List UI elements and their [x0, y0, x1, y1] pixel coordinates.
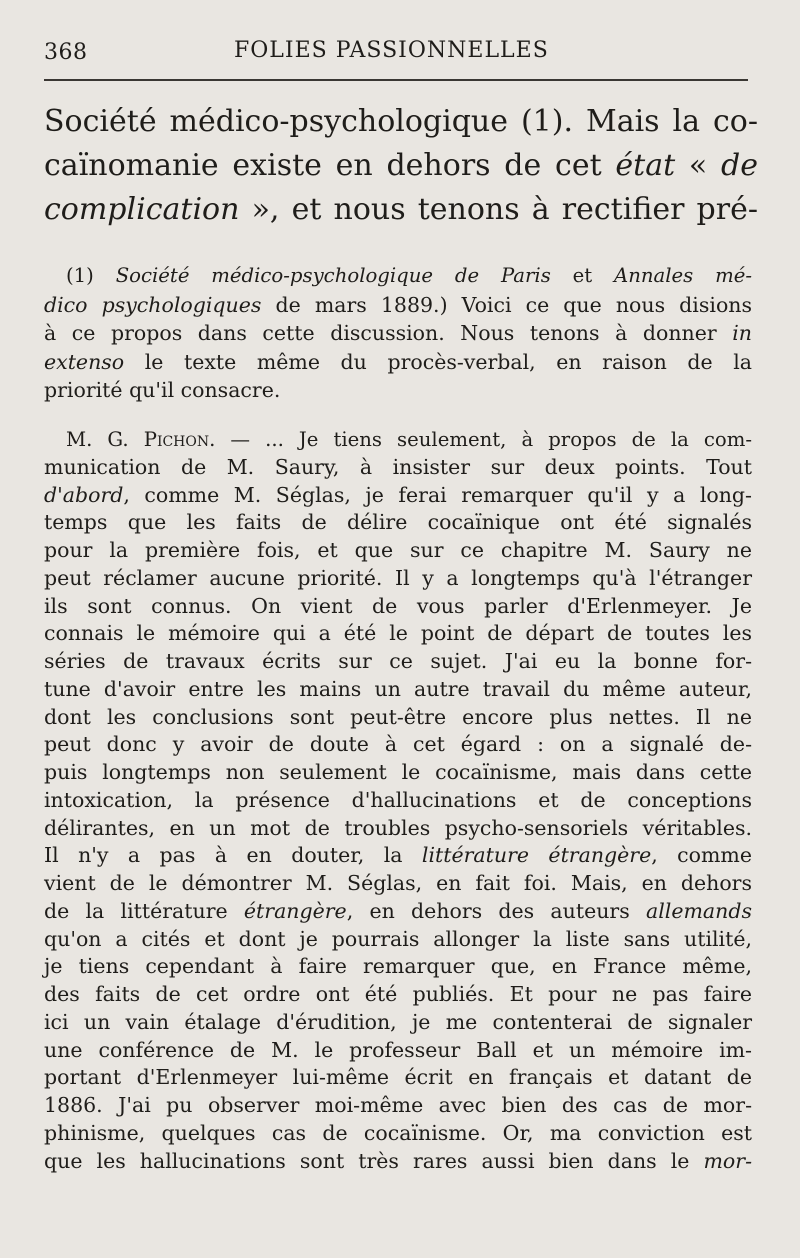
quote-line: ici un vain étalage d'érudition, je me contenterai de signaler [44, 1009, 752, 1034]
footnote-line: à ce propos dans cette discussion. Nous tenons à donner in [44, 321, 752, 346]
quote-line: vient de le démontrer M. Séglas, en fait foi. Mais, en dehors [44, 871, 752, 895]
quote-line: munication de M. Saury, à insister sur deux points. Tout [44, 454, 752, 479]
quote-line: temps que les faits de délire cocaïnique ont été signalés [44, 510, 752, 535]
quote-line: phinisme, quelques cas de cocaïnisme. Or, ma conviction est [44, 1120, 752, 1145]
quote-line: portant d'Erlenmeyer lui-même écrit en français et datant de [44, 1065, 752, 1090]
quote-line: Il n'y a pas à en douter, la littérature étrangère, comme [44, 843, 752, 868]
quote-line: tune d'avoir entre les mains un autre travail du même auteur, [44, 676, 752, 701]
page-number: 368 [44, 40, 88, 65]
footnote-line: (1) Société médico-psychologique de Paris et Annales mé- [66, 264, 752, 287]
quote-line: de la littérature étrangère, en dehors des auteurs allemands [44, 898, 752, 923]
text-line: caïnomanie existe en dehors de cet état « de [44, 148, 758, 183]
quote-line: dont les conclusions sont peut-être encore plus nettes. Il ne [44, 704, 752, 729]
text-line: Société médico-psychologique (1). Mais la co- [44, 104, 758, 139]
quote-line: séries de travaux écrits sur ce sujet. J'ai eu la bonne for- [44, 649, 752, 673]
quote-line: puis longtemps non seulement le cocaïnisme, mais dans cette [44, 760, 752, 784]
quote-line: ils sont connus. On vient de vous parler d'Erlenmeyer. Je [44, 593, 752, 618]
running-title: FOLIES PASSIONNELLES [234, 38, 549, 63]
footnote [44, 262, 752, 405]
quote-line: des faits de cet ordre ont été publiés. Et pour ne pas faire [44, 982, 752, 1006]
quote-line: une conférence de M. le professeur Ball et un mémoire im- [44, 1037, 752, 1062]
main-text [44, 100, 758, 232]
quote-line: 1886. J'ai pu observer moi-même avec bien des cas de mor- [44, 1093, 752, 1117]
quote-line: connais le mémoire qui a été le point de départ de toutes les [44, 621, 752, 646]
footnote-line: dico psychologiques de mars 1889.) Voici ce que nous disions [44, 292, 753, 317]
quote-line: d'abord, comme M. Séglas, je ferai remarquer qu'il y a long- [44, 482, 752, 507]
footnote-line: extenso le texte même du procès-verbal, en raison de la [44, 349, 752, 374]
quote-line: délirantes, en un mot de troubles psycho-sensoriels véritables. [44, 815, 752, 840]
quote-line: M. G. Pichon. — ... Je tiens seulement, à propos de la com- [66, 428, 753, 451]
quote-line: qu'on a cités et dont je pourrais allonger la liste sans utilité, [44, 926, 752, 951]
text-line: complication », et nous tenons à rectifier pré- [44, 192, 758, 227]
quote-line: peut réclamer aucune priorité. Il y a longtemps qu'à l'étranger [44, 565, 752, 590]
quote-line: que les hallucinations sont très rares aussi bien dans le mor- [44, 1148, 752, 1173]
header-rule [44, 79, 748, 81]
quote-line: je tiens cependant à faire remarquer que, en France même, [44, 954, 752, 979]
quote-line: peut donc y avoir de doute à cet égard : on a signalé de- [44, 732, 752, 757]
quoted-minutes [44, 426, 752, 1175]
quote-line: intoxication, la présence d'hallucinations et de conceptions [44, 787, 752, 812]
quote-line: pour la première fois, et que sur ce chapitre M. Saury ne [44, 538, 752, 562]
running-head [44, 36, 748, 76]
footnote-line: priorité qu'il consacre. [44, 378, 281, 403]
